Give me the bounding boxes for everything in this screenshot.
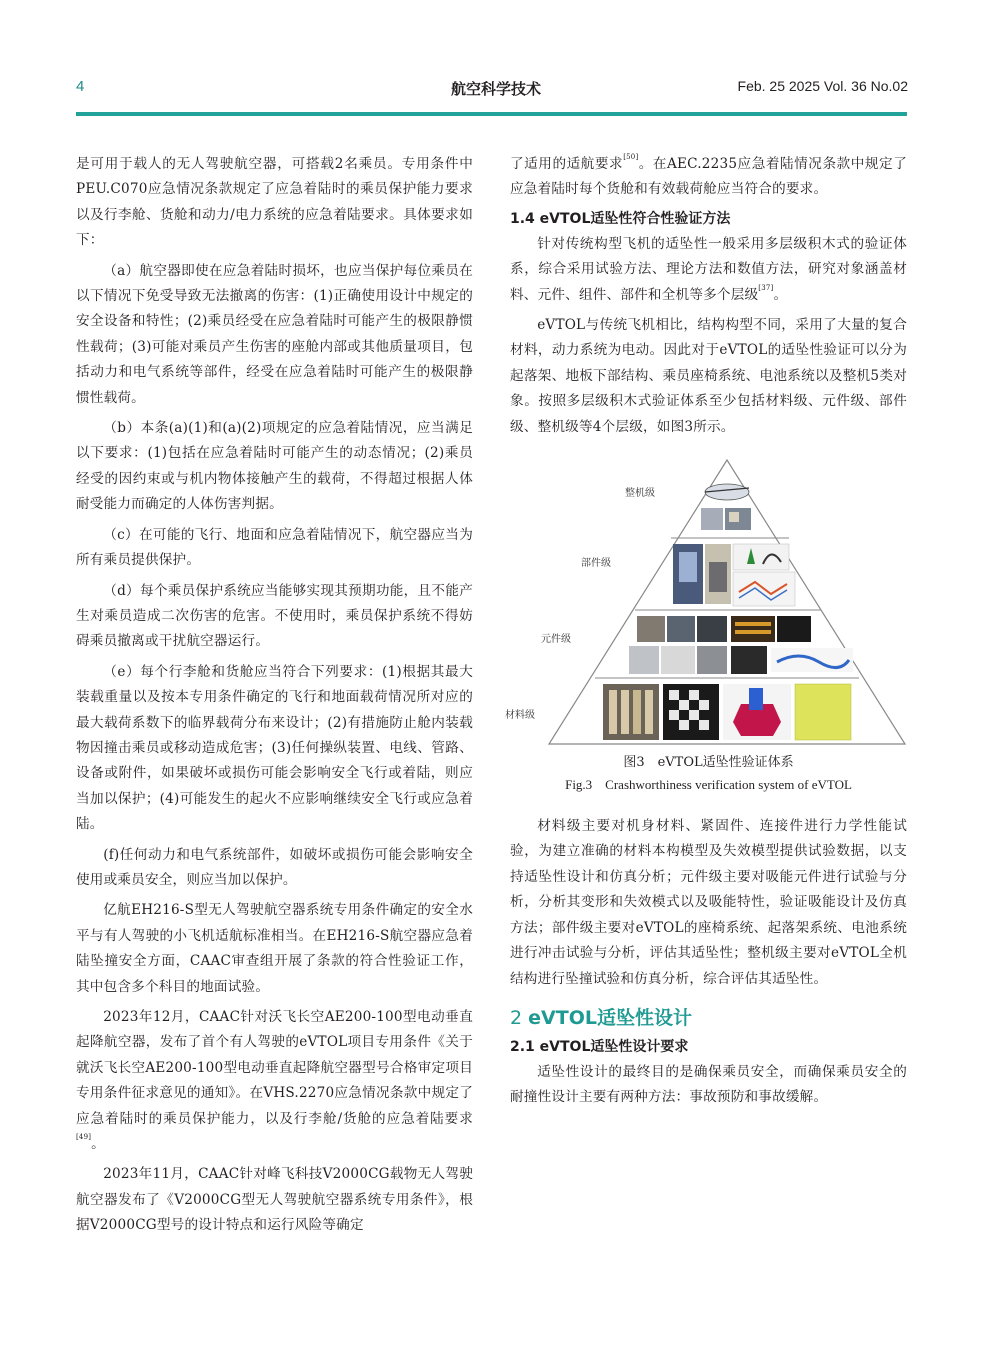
pyramid-diagram [504, 452, 899, 752]
paragraph: （b）本条(a)(1)和(a)(2)项规定的应急着陆情况，应当满足以下要求：(1)包括在应急着陆时可能产生的动态情况；(2)乘员经受的因约束或与机内物体接触产生的载荷，不得超过根据人体耐受能力而确定的人体伤害判据。 [76, 420, 473, 513]
paragraph-text: 了适用的适航要求 [510, 156, 624, 172]
left-column [76, 152, 473, 1244]
section-heading-2 [510, 1004, 907, 1032]
material-images [603, 684, 851, 740]
paragraph: 材料级主要对机身材料、紧固件、连接件进行力学性能试验，为建立准确的材料本构模型及失效模型提供试验数据，以支持适坠性设计和仿真分析；元件级主要对吸能元件进行试验与分析，分析其变形和失效模式以及吸能特性，验证吸能设计及仿真方法；部件级主要对eVTOL的座椅系统、起落架系统、电池系统进行冲击试验与分析，评估其适坠性；整机级主要对eVTOL全机结构进行坠撞试验和仿真分析，综合评估其适坠性。 [510, 818, 907, 987]
section-heading-2-1: 2.1 eVTOL适坠性设计要求 [510, 1038, 689, 1055]
journal-title: 航空科学技术 [450, 80, 541, 98]
figure-3 [504, 452, 907, 796]
level-label-element: 元件级 [540, 634, 571, 646]
issue-info: Feb. 25 2025 Vol. 36 No.02 [737, 78, 908, 94]
component-images [673, 544, 795, 606]
paragraph: 是可用于载人的无人驾驶航空器，可搭载2名乘员。专用条件中PEU.C070应急情况条款规定了应急着陆时的乘员保护能力要求以及行李舱、货舱和动力/电力系统的应急着陆要求。具体要求如下： [76, 156, 473, 249]
paragraph: （a）航空器即使在应急着陆时损坏，也应当保护每位乘员在以下情况下免受导致无法撤离的伤害：(1)正确使用设计中规定的安全设备和特性；(2)乘员经受在应急着陆时可能产生的极限静惯性载荷；(3)可能对乘员产生伤害的座舱内部或其他质量项目，包括动力和电气系统等部件，经受在应急着陆时可能产生的极限静惯性载荷。 [76, 262, 473, 406]
paragraph: （d）每个乘员保护系统应当能够实现其预期功能，且不能产生对乘员造成二次伤害的危害。不使用时，乘员保护系统不得妨碍乘员撤离或干扰航空器运行。 [76, 582, 473, 650]
figure-caption-en: Fig.3 Crashworthiness verification system of eVTOL [565, 777, 852, 793]
level-label-material: 材料级 [504, 710, 535, 722]
paragraph: （e）每个行李舱和货舱应当符合下列要求：(1)根据其最大装载重量以及按本专用条件确定的飞行和地面载荷情况所对应的最大载荷系数下的临界载荷分布来设计；(2)有措施防止舱内装载物因撞击乘员或移动造成危害；(3)任何操纵装置、电线、管路、设备或附件，如果破坏或损伤可能会影响安全飞行或着陆，则应当加以保护；(4)可能发生的起火不应影响继续安全飞行或应急着陆。 [76, 663, 473, 833]
section-number: 2 [510, 1006, 523, 1029]
paragraph: 2023年11月，CAAC针对峰飞科技V2000CG载物无人驾驶航空器发布了《V2000CG型无人驾驶航空器系统专用条件》，根据V2000CG型号的设计特点和运行风险等确定 [76, 1166, 473, 1234]
level-label-aircraft: 整机级 [624, 488, 655, 500]
header-rule [76, 112, 907, 116]
right-column [504, 152, 907, 1116]
paragraph-end: 。 [91, 1136, 105, 1153]
paragraph [510, 232, 907, 308]
paragraph: （c）在可能的飞行、地面和应急着陆情况下，航空器应当为所有乘员提供保护。 [76, 526, 473, 569]
citation: [49] [76, 1133, 92, 1142]
section-title: eVTOL适坠性设计 [528, 1006, 692, 1029]
citation: [37] [758, 283, 774, 292]
paragraph: 亿航EH216-S型无人驾驶航空器系统专用条件确定的安全水平与有人驾驶的小飞机适航标准相当。在EH216-S航空器应急着陆坠撞安全方面，CAAC审查组开展了条款的符合性验证工作，其中包含多个科目的地面试验。 [76, 902, 473, 995]
paragraph-text: 针对传统构型飞机的适坠性一般采用多层级积木式的验证体系，综合采用试验方法、理论方法和数值方法，研究对象涵盖材料、元件、组件、部件和全机等多个层级 [510, 235, 907, 303]
page-number: 4 [76, 78, 85, 95]
level-label-component: 部件级 [580, 558, 611, 570]
paragraph [510, 152, 907, 203]
paragraph: 适坠性设计的最终目的是确保乘员安全，而确保乘员安全的耐撞性设计主要有两种方法：事故预防和事故缓解。 [510, 1063, 907, 1106]
paragraph [76, 1005, 473, 1157]
citation: [50] [623, 153, 639, 161]
paragraph-end: 。在AEC.2235应急着陆情况条款中规定了应急着陆时每个货舱和有效载荷舱应当符合的要求。 [510, 156, 907, 198]
figure-caption-cn: 图3 eVTOL适坠性验证体系 [623, 755, 794, 771]
paragraph: (f)任何动力和电气系统部件，如破坏或损伤可能会影响安全使用或乘员安全，则应当加以保护。 [76, 846, 473, 888]
paragraph-text: 2023年12月，CAAC针对沃飞长空AE200-100型电动垂直起降航空器，发布了首个有人驾驶的eVTOL项目专用条件《关于就沃飞长空AE200-100型电动垂直起降航空器型号合格审定项目专用条件征求意见的通知》。在VHS.2270应急情况条款中规定了应急着陆时的乘员保护能力，以及行李舱/货舱的应急着陆要求 [76, 1009, 473, 1127]
paragraph-end: 。 [773, 286, 788, 303]
section-heading-1-4: 1.4 eVTOL适坠性符合性验证方法 [510, 210, 731, 227]
paragraph: eVTOL与传统飞机相比，结构构型不同，采用了大量的复合材料，动力系统为电动。因此对于eVTOL的适坠性验证可以分为起落架、地板下部结构、乘员座椅系统、电池系统以及整机5类对象。按照多层级积木式验证体系至少包括材料级、元件级、部件级、整机级等4个层级，如图3所示。 [510, 317, 907, 435]
